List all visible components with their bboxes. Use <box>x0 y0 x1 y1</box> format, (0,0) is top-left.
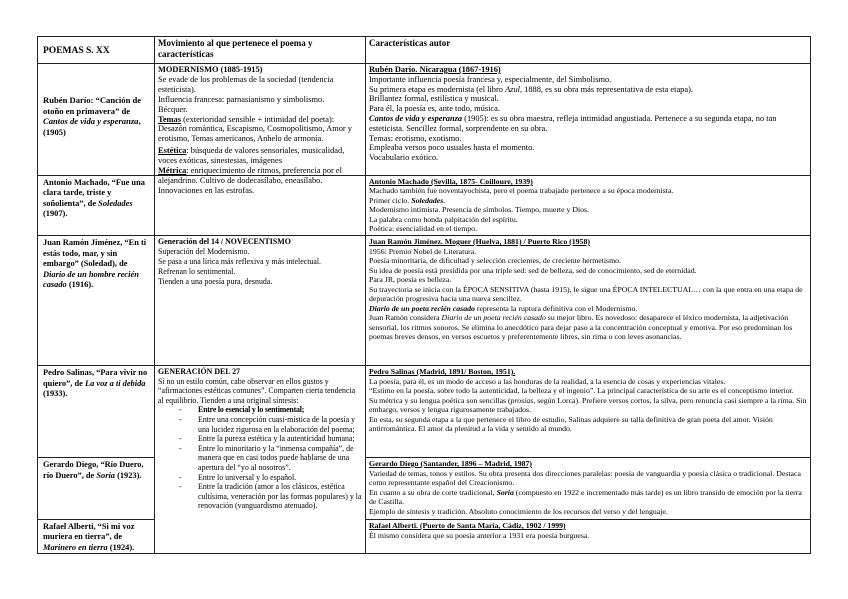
synthesis-item: - Entre lo universal y lo español. <box>158 473 362 483</box>
author-title: Rubén Darío. Nicaragua (1867-1916) <box>369 65 501 74</box>
poem-text: Juan Ramón Jiménez, “En ti estás todo, mar, y sin embargo” (Soledad), de <box>43 238 147 269</box>
poem-year: (1933). <box>43 389 68 399</box>
author-soria-rest: (compuesto en 1922 e incrementado más tarde) es un libro transido de emoción por la tierra de Castilla. <box>369 487 802 507</box>
author-stage-book: Azul <box>505 84 520 94</box>
author-cell-machado <box>367 177 809 235</box>
poem-text: Pedro Salinas, “Para vivir no quiero”, de <box>43 368 148 388</box>
author-soria-book: Soria <box>496 487 514 497</box>
author-metrica: Su métrica y su lengua poética son sencillas ( <box>369 395 511 405</box>
column-divider <box>365 37 366 553</box>
movement-title: MODERNISMO (1885-1915) <box>158 65 263 74</box>
row-divider <box>365 519 810 520</box>
poem-cell-jimenez <box>41 238 153 364</box>
movement-title: Generación del 14 / NOVECENTISMO <box>158 237 291 246</box>
author-book-text: (1905): es su obra maestra, refleja intimidad angustiada. Pertenece a su segunda etapa, no tan esteticista. Sencillez formal, sorprendente en su obra. <box>369 113 777 133</box>
poem-cell-diego <box>41 460 153 518</box>
poem-cell-salinas <box>41 368 153 456</box>
poem-year: (1924). <box>107 542 135 552</box>
movement-line: Influencia francesa: parnasianismo y simbolismo. <box>158 94 325 104</box>
poem-text: Rafael Alberti, “Si mi voz muriera en tierra”, de <box>43 522 135 542</box>
author-line: Brillantez formal, estilística y musical. <box>369 94 499 104</box>
author-line: Vocabulario exótico. <box>369 153 439 163</box>
author-line: Su idea de poesía está presidida por una triple sed: sed de belleza, sed de conocimiento, sed de eternidad. <box>369 265 697 275</box>
author-line: Modernismo intimista. Presencia de símbolos. Tiempo, muerte y Dios. <box>369 205 590 215</box>
movement-line: Se evade de los problemas de la sociedad (tendencia esteticista). <box>158 74 334 94</box>
synthesis-item: - Entre la pureza estética y la autenticidad humana; <box>158 434 362 444</box>
author-title: Gerardo Diego (Santander, 1896 – Madrid, 1987) <box>369 459 533 468</box>
poem-year: , (1905) <box>43 116 141 137</box>
movement-line: Tienden a una poesía pura, desnuda. <box>158 276 273 286</box>
temas-label: Temas <box>158 114 181 124</box>
poem-book: Cantos de vida y esperanza <box>43 116 139 127</box>
synthesis-item: - Entre una concepción cuasi-mística de la poesía y una lucidez rigurosa en la elaboración del poema; <box>158 415 362 434</box>
synthesis-item: - Entre la tradición (amor a los clásicos, estética cultísima, veneración por las formas populares) y la renovación (vanguardismo atenuado). <box>158 482 362 511</box>
poem-book: La voz a ti debida <box>84 378 146 388</box>
author-cell-dario <box>367 65 809 175</box>
poem-book: Soria <box>96 470 115 480</box>
column-divider <box>154 37 155 553</box>
poem-cell-dario <box>41 95 153 173</box>
header-divider <box>38 63 810 64</box>
author-stage-rest: , 1888, es su obra más representativa de esta etapa). <box>519 84 693 94</box>
author-book-title: Cantos de vida y esperanza <box>369 113 463 123</box>
movement-cell-novecentismo <box>156 237 364 363</box>
poem-year: (1907). <box>43 208 68 218</box>
author-line: Importante influencia poesía francesa y, especialmente, del Simbolismo. <box>369 74 612 84</box>
row-divider <box>365 457 810 458</box>
synthesis-list <box>158 405 362 511</box>
header-movimiento: Movimiento al que pertenece el poema y características <box>158 38 313 59</box>
author-title: Juan Ramón Jiménez. Moguer (Huelva, 1881) / Puerto Rico (1958) <box>369 237 590 246</box>
author-cell-diego <box>367 459 809 519</box>
author-ciclo: Primer ciclo. <box>369 195 412 205</box>
author-ciclo-end: . <box>443 195 446 205</box>
poem-text: Rubén Darío: “Canción de otoño en primavera” de <box>43 95 142 116</box>
estetica-text: : búsqueda de valores sensoriales, musicalidad, voces exóticas, sinestesias, imágenes <box>158 146 345 166</box>
author-line: Él mismo considera que su poesía anterior a 1931 era poesía burguesa. <box>369 530 590 540</box>
synthesis-item: - Entre lo minoritario y la “inmensa compañía”, de manera que en casi todos puede hablarse de una apertura del “yo al nosotros”. <box>158 444 362 473</box>
header-poemas: POEMAS S. XX <box>43 46 110 56</box>
movement-text: Sí no un estilo común, cabe observar en ellos gustos y “afirmaciones estéticas comunes”. Comparten cierta tendencia al equilibrio. Tienden a una original síntesis: <box>158 376 356 405</box>
author-cell-alberti <box>367 521 809 553</box>
author-jr-text: Juan Ramón considera <box>369 313 442 323</box>
author-line: Empleaba versos poco usuales hasta el momento. <box>369 143 535 153</box>
author-metrica-rest: , según Lorca). Prefiere versos cortos, la silva, pero renuncia casi siempre a la rima. Sin embargo, versos y lengua rigurosamente trabajados. <box>369 395 807 414</box>
synthesis-item: - Entre lo esencial y lo sentimental; <box>158 405 362 415</box>
author-line: Variedad de temas, tonos y estilos. Su obra presenta dos direcciones paralelas: poesía de vanguardia y poesía clásica o tradicional. Destaca como representante español del Creacionismo. <box>369 468 801 488</box>
header-autor: Características autor <box>369 38 451 48</box>
author-line: La palabra como honda palpitación del espíritu. <box>369 214 518 224</box>
poem-cell-machado <box>41 178 153 234</box>
author-jr-book: Diario de un poeta recién casado <box>441 313 546 323</box>
author-line: Para JR, poesía es belleza. <box>369 275 452 285</box>
row-divider <box>38 365 810 366</box>
row-divider <box>38 175 810 176</box>
author-line: Temas: erotismo, exotismo. <box>369 133 462 143</box>
author-title: Antonio Machado (Sevilla, 1875- Coilloure, 1939) <box>369 177 533 186</box>
author-line: Machado también fue noventayochista, pero el poema trabajado pertenece a su época modernista. <box>369 186 674 196</box>
author-line: 1956: Premio Nobel de Literatura. <box>369 246 477 256</box>
temas-line: Desazón romántica, Escapismo, Cosmopolitismo, Amor y erotismo, Temas americanos, Anhelo de armonía. <box>158 124 352 144</box>
poem-year: (1916). <box>66 280 94 290</box>
author-line: Ejemplo de síntesis y tradición. Absoluto conocimiento de los recursos del verso y del lenguaje. <box>369 506 668 516</box>
movement-cell-generacion-27 <box>156 367 364 553</box>
author-line: Poesía minoritaria, de dificultad y selección crecientes, de creciente hermetismo. <box>369 256 621 266</box>
poem-text: Antonio Machado, “Fue una clara tarde, triste y soñolienta”, de <box>43 178 145 208</box>
row-divider <box>38 457 155 458</box>
row-divider <box>38 235 810 236</box>
author-jr-rest: su mejor libro. Es novedoso: desaparece el léxico modernista, la adjetivación sensorial, los ritmos sonoros. Se elimina lo anecdótico para dejar paso a la concentración conceptual y emotiva. Por eso predominan los poemas breves densos, en versos escuetos y preferentemente libres, sin rima o con leves asonancias. <box>369 313 793 342</box>
author-book-text: representa la ruptura definitiva con el Modernismo. <box>474 303 638 313</box>
author-line: La poesía, para él, es un modo de acceso a las honduras de la realidad, a la esencia de cosas y experiencias vitales. <box>369 376 726 386</box>
row-divider <box>38 519 155 520</box>
author-line: Poética: esencialidad en el tiempo. <box>369 224 478 234</box>
poems-table <box>37 36 811 554</box>
poem-book: Marinero en tierra <box>43 542 108 552</box>
movement-cell-modernismo <box>156 65 364 235</box>
author-line: “Estimo en la poesía, sobre todo la autenticidad, la belleza y el ingenio”. La principal característica de su arte es el conceptismo interior. <box>369 386 794 395</box>
movement-line: Refrenan lo sentimental. <box>158 266 236 276</box>
movement-line: Bécquer. <box>158 104 188 114</box>
author-line: En esta, su segunda etapa a la que pertenece el libro de estudio, Salinas adquiere su talla definitiva de gran poeta del amor. Visión antirromántica. El amor da plenitud a la vida y sentido al mundo. <box>369 414 773 433</box>
temas-text: (exterioridad sensible + intimidad del poeta): <box>180 114 335 124</box>
movement-line: Se pasa a una lírica más reflexiva y más intelectual. <box>158 256 322 266</box>
estetica-label: Estética <box>158 146 187 156</box>
author-soria: En cuanto a su obra de corte tradicional, <box>369 487 497 497</box>
metrica-text: : enriquecimiento de ritmos, preferencia por el alejandrino. Cultivo de dodecasílabo, eneasílabo. Innovaciones en las estrofas. <box>158 166 342 195</box>
poem-book: Soledades <box>98 198 133 208</box>
poem-cell-alberti <box>41 522 153 554</box>
author-stage: Su primera etapa es modernista (el libro <box>369 84 506 94</box>
author-cell-jimenez <box>367 237 809 364</box>
metrica-label: Métrica <box>158 166 187 176</box>
author-metrica-term: prosías <box>510 395 534 405</box>
poem-book: Diario de un hombre recién casado <box>43 269 139 290</box>
author-title: Rafael Alberti. (Puerto de Santa María, Cádiz, 1902 / 1999) <box>369 521 566 530</box>
author-line: Para él, la poesía es, ante todo, música. <box>369 104 500 114</box>
author-book-title: Diario de un poeta recién casado <box>369 303 475 313</box>
author-title: Pedro Salinas (Madrid, 1891/ Boston, 1951). <box>369 367 516 376</box>
poem-text: Gerardo Diego, “Río Duero, río Duero”, de <box>43 460 144 480</box>
poem-year: (1923). <box>114 470 142 480</box>
author-cell-salinas <box>367 367 809 457</box>
movement-title: GENERACIÓN DEL 27 <box>158 367 240 376</box>
author-ciclo-book: Soledades <box>411 195 444 205</box>
movement-line: Superación del Modernismo. <box>158 246 250 256</box>
author-line: Su trayectoria se inicia con la ÉPOCA SENSITIVA (hasta 1915), le sigue una ÉPOCA INTELECTUAL… con la que entra en una etapa de depuración progresiva hacia una nueva sencillez. <box>369 284 803 304</box>
